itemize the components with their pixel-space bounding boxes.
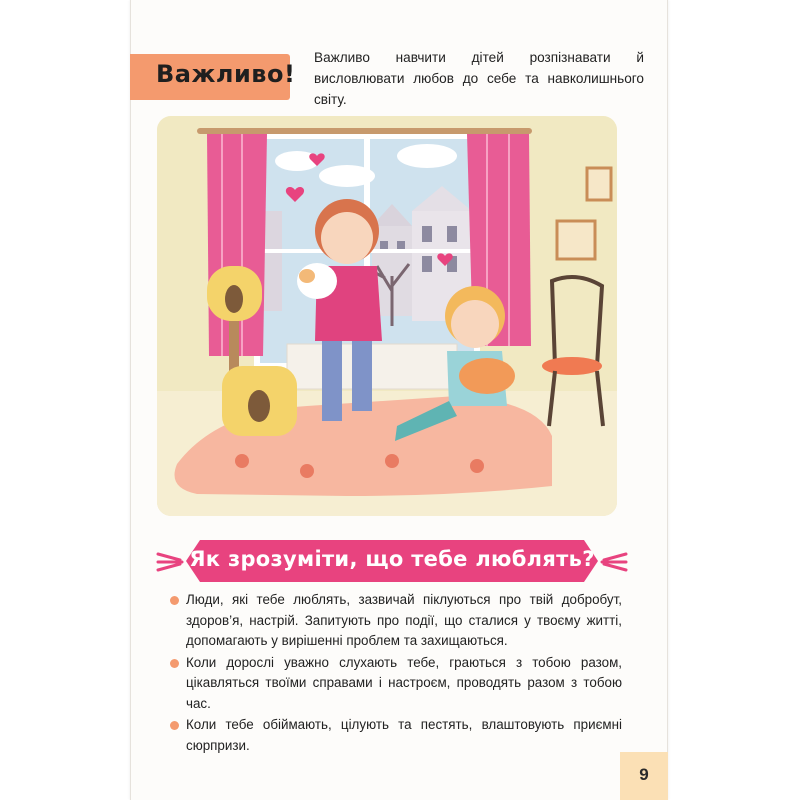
right-decoration-icon [600, 548, 628, 576]
list-item [170, 715, 622, 756]
page-number-box [620, 752, 668, 800]
bullet-text: Люди, які тебе люблять, зазвичай піклуються про твій добробут, здоров’я, настрій. Запитують про події, що сталися у твоєму житті, допомагають у вирішенні проблем та захищаються. [186, 592, 622, 648]
left-decoration-icon [156, 548, 184, 576]
illustration-drawing [157, 116, 617, 516]
page-number: 9 [639, 765, 649, 784]
girls-with-cats-illustration [157, 116, 617, 516]
important-badge-label: Важливо! [156, 60, 296, 88]
list-item [170, 590, 622, 652]
bullet-dot-icon [170, 596, 179, 605]
bullet-dot-icon [170, 721, 179, 730]
bullet-list [170, 590, 622, 757]
bullet-text: Коли тебе обіймають, цілують та пестять, влаштовують приємні сюрпризи. [186, 717, 622, 753]
page-right-edge [667, 0, 668, 800]
section-heading: Як зрозуміти, що тебе люблять? [189, 547, 595, 571]
page-left-edge [130, 0, 131, 800]
bullet-dot-icon [170, 659, 179, 668]
bullet-text: Коли дорослі уважно слухають тебе, граються з тобою разом, цікавляться твоїми справами і настроєм, проводять разом з тобою час. [186, 654, 622, 711]
list-item [170, 653, 622, 715]
intro-paragraph: Важливо навчити дітей розпізнавати й висловлювати любов до себе та навколишнього світу. [314, 50, 644, 107]
important-badge [130, 54, 296, 100]
